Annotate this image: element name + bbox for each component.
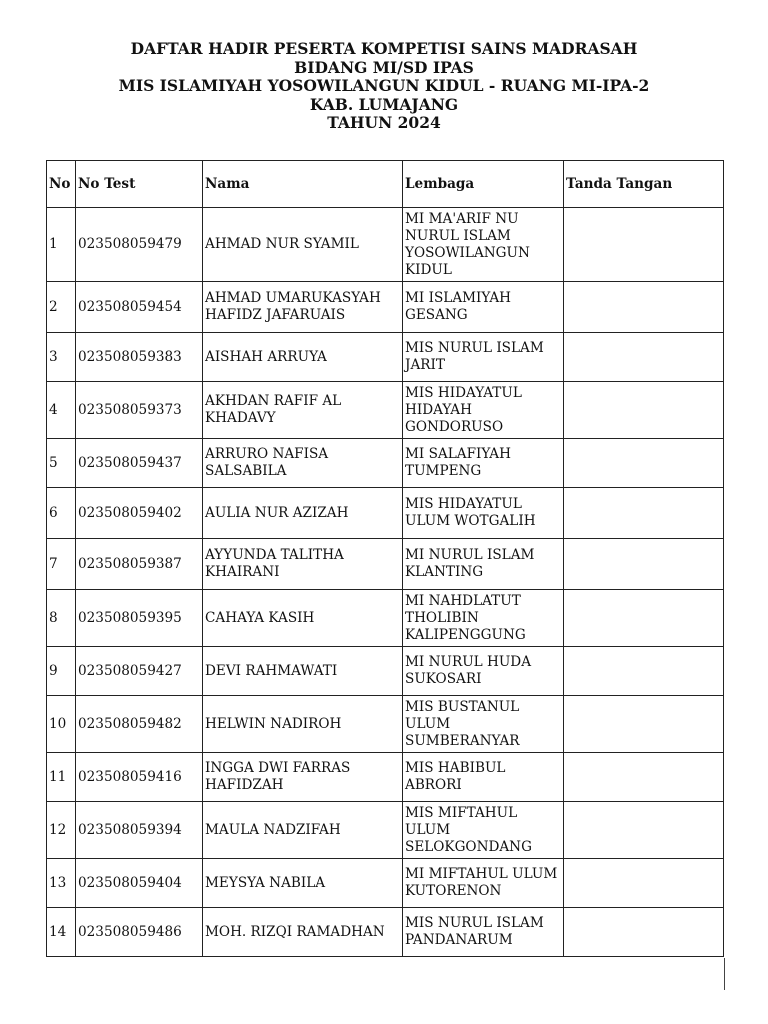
table-row (47, 439, 724, 488)
row-no-test: 023508059404 (76, 859, 203, 908)
row-nama: AYYUNDA TALITHA KHAIRANI (203, 539, 403, 590)
row-lembaga: MI NURUL ISLAM KLANTING (403, 539, 564, 590)
row-no-test: 023508059373 (76, 382, 203, 439)
row-tanda-tangan[interactable] (564, 590, 724, 647)
row-no: 12 (47, 802, 76, 859)
row-no: 11 (47, 753, 76, 802)
row-no-test: 023508059427 (76, 647, 203, 696)
row-no: 7 (47, 539, 76, 590)
row-tanda-tangan[interactable] (564, 333, 724, 382)
row-no-test: 023508059402 (76, 488, 203, 539)
row-lembaga: MIS MIFTAHUL ULUM SELOKGONDANG (403, 802, 564, 859)
row-tanda-tangan[interactable] (564, 488, 724, 539)
row-no-test: 023508059482 (76, 696, 203, 753)
row-nama: ARRURO NAFISA SALSABILA (203, 439, 403, 488)
row-nama: AISHAH ARRUYA (203, 333, 403, 382)
table-row (47, 859, 724, 908)
table-row (47, 382, 724, 439)
row-nama: CAHAYA KASIH (203, 590, 403, 647)
row-nama: INGGA DWI FARRAS HAFIDZAH (203, 753, 403, 802)
row-tanda-tangan[interactable] (564, 696, 724, 753)
row-lembaga: MI SALAFIYAH TUMPENG (403, 439, 564, 488)
table-row (47, 908, 724, 957)
row-lembaga: MIS HIDAYATUL HIDAYAH GONDORUSO (403, 382, 564, 439)
row-no-test: 023508059383 (76, 333, 203, 382)
row-no: 2 (47, 282, 76, 333)
row-no: 3 (47, 333, 76, 382)
row-nama: MEYSYA NABILA (203, 859, 403, 908)
header-year: TAHUN 2024 (327, 113, 441, 132)
row-no: 1 (47, 208, 76, 282)
row-no-test: 023508059387 (76, 539, 203, 590)
row-nama: AULIA NUR AZIZAH (203, 488, 403, 539)
col-header-tanda-tangan: Tanda Tangan (564, 161, 724, 208)
col-header-nama: Nama (203, 161, 403, 208)
row-no-test: 023508059416 (76, 753, 203, 802)
row-nama: MAULA NADZIFAH (203, 802, 403, 859)
row-tanda-tangan[interactable] (564, 753, 724, 802)
row-no-test: 023508059395 (76, 590, 203, 647)
table-row (47, 282, 724, 333)
row-lembaga: MI NURUL HUDA SUKOSARI (403, 647, 564, 696)
row-lembaga: MIS HABIBUL ABRORI (403, 753, 564, 802)
table-row (47, 208, 724, 282)
table-header-row (47, 161, 724, 208)
row-no: 8 (47, 590, 76, 647)
row-tanda-tangan[interactable] (564, 282, 724, 333)
row-nama: HELWIN NADIROH (203, 696, 403, 753)
row-tanda-tangan[interactable] (564, 908, 724, 957)
row-tanda-tangan[interactable] (564, 647, 724, 696)
row-no: 13 (47, 859, 76, 908)
table-row (47, 647, 724, 696)
row-tanda-tangan[interactable] (564, 439, 724, 488)
table-row (47, 333, 724, 382)
row-lembaga: MIS BUSTANUL ULUM SUMBERANYAR (403, 696, 564, 753)
col-header-no-test: No Test (76, 161, 203, 208)
table-row (47, 539, 724, 590)
row-lembaga: MI NAHDLATUT THOLIBIN KALIPENGGUNG (403, 590, 564, 647)
row-lembaga: MI ISLAMIYAH GESANG (403, 282, 564, 333)
row-lembaga: MI MIFTAHUL ULUM KUTORENON (403, 859, 564, 908)
row-nama: MOH. RIZQI RAMADHAN (203, 908, 403, 957)
row-no-test: 023508059437 (76, 439, 203, 488)
header-subject: BIDANG MI/SD IPAS (294, 57, 474, 77)
row-no-test: 023508059486 (76, 908, 203, 957)
row-no-test: 023508059454 (76, 282, 203, 333)
header-venue: MIS ISLAMIYAH YOSOWILANGUN KIDUL - RUANG MI-IPA-2 (118, 76, 650, 95)
col-header-lembaga: Lembaga (403, 161, 564, 208)
row-no-test: 023508059394 (76, 802, 203, 859)
col-header-no: No (47, 161, 76, 208)
row-tanda-tangan[interactable] (564, 382, 724, 439)
row-lembaga: MIS NURUL ISLAM JARIT (403, 333, 564, 382)
attendance-table (46, 160, 724, 957)
row-no: 10 (47, 696, 76, 753)
row-lembaga: MIS HIDAYATUL ULUM WOTGALIH (403, 488, 564, 539)
table-row (47, 802, 724, 859)
row-no: 5 (47, 439, 76, 488)
row-lembaga: MIS NURUL ISLAM PANDANARUM (403, 908, 564, 957)
row-no: 9 (47, 647, 76, 696)
row-tanda-tangan[interactable] (564, 802, 724, 859)
row-tanda-tangan[interactable] (564, 208, 724, 282)
row-nama: AHMAD NUR SYAMIL (203, 208, 403, 282)
row-lembaga: MI MA'ARIF NU NURUL ISLAM YOSOWILANGUN KIDUL (403, 208, 564, 282)
header-region: KAB. LUMAJANG (309, 94, 459, 114)
row-no-test: 023508059479 (76, 208, 203, 282)
header-title: DAFTAR HADIR PESERTA KOMPETISI SAINS MADRASAH (130, 39, 638, 58)
table-row (47, 753, 724, 802)
row-no: 6 (47, 488, 76, 539)
row-nama: DEVI RAHMAWATI (203, 647, 403, 696)
table-row (47, 590, 724, 647)
row-tanda-tangan[interactable] (564, 539, 724, 590)
table-edge-line (724, 958, 725, 990)
table-row (47, 488, 724, 539)
row-no: 4 (47, 382, 76, 439)
row-nama: AHMAD UMARUKASYAH HAFIDZ JAFARUAIS (203, 282, 403, 333)
table-row (47, 696, 724, 753)
row-tanda-tangan[interactable] (564, 859, 724, 908)
row-no: 14 (47, 908, 76, 957)
row-nama: AKHDAN RAFIF AL KHADAVY (203, 382, 403, 439)
